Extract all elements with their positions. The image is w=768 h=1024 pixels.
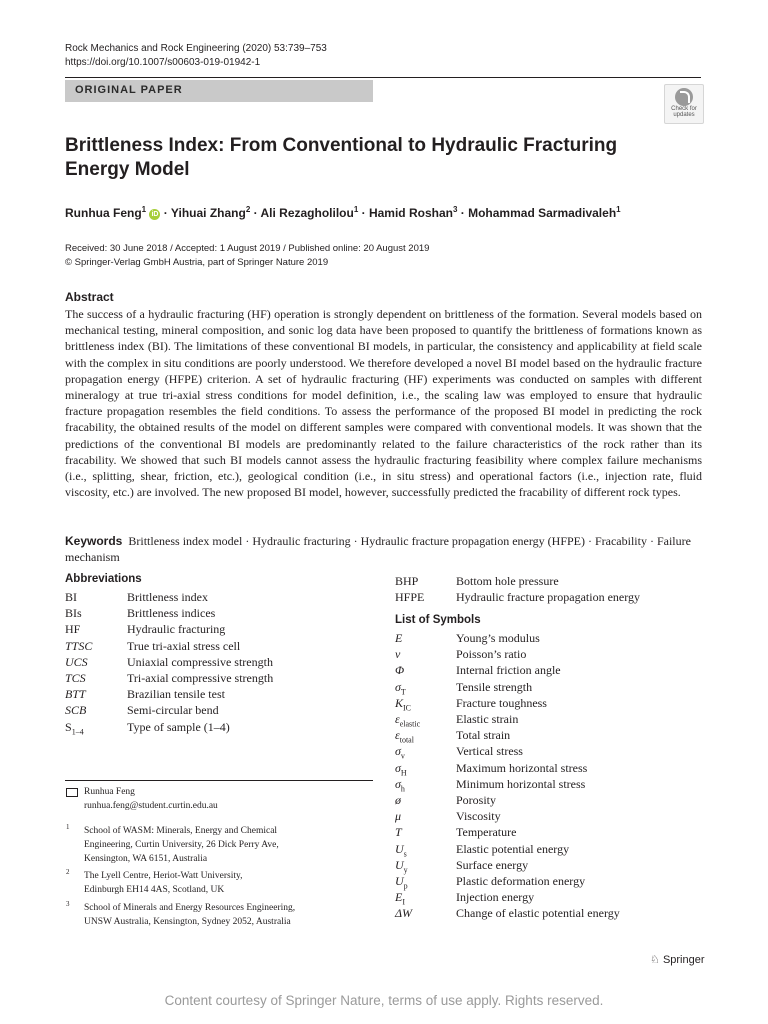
- term-text: σ: [395, 776, 401, 791]
- definition-text: Change of elastic potential energy: [456, 906, 620, 921]
- term-text: TCS: [65, 671, 86, 685]
- check-updates-line1: Check for: [671, 106, 697, 112]
- definition-term: [395, 646, 400, 662]
- definition-term: [395, 573, 418, 589]
- corresponding-author: [84, 785, 218, 813]
- term-text: TTSC: [65, 638, 93, 653]
- paper-title: Brittleness Index: From Conventional to Hydraulic Fracturing Energy Model: [65, 135, 618, 180]
- term-subscript: total: [399, 735, 414, 745]
- check-updates-line2: updates: [673, 112, 695, 118]
- springer-horse-icon: ♘: [650, 954, 660, 966]
- author-affiliation-mark: 1: [141, 205, 147, 214]
- definition-term: [65, 621, 80, 637]
- term-subscript: p: [403, 881, 408, 891]
- affiliation-line: Kensington, WA 6151, Australia: [84, 854, 208, 864]
- definition-text: Uniaxial compressive strength: [127, 654, 273, 669]
- term-text: ε: [395, 712, 400, 726]
- article-type-banner: [65, 80, 373, 102]
- publisher-logo: [650, 953, 705, 966]
- term-text: BHP: [395, 574, 419, 588]
- term-text: ΔW: [395, 906, 413, 921]
- definition-text: Fracture toughness: [456, 695, 547, 710]
- definition-term: [395, 808, 401, 824]
- term-subscript: s: [403, 848, 407, 858]
- symbols-heading: List of Symbols: [395, 614, 481, 626]
- term-subscript: v: [400, 751, 405, 761]
- abstract-body: The success of a hydraulic fracturing (HF) operation is strongly dependent on brittleness of the formation. Several models based on mechanical testing, mineral composition, and sonic log data have been proposed to quantify the brittleness of formations known as brittleness index (BI). The limitations of these conventional BI models, in particular, the consistency and applicability at field scale with the complex in situ conditions are poorly understood. We therefore developed a novel BI model based on the hydraulic fracture propagation energy (HFPE) criterion. A set of hydraulic fracturing (HF) experiments was conducted on samples with different mineralogy at true tri-axial stress conditions for model definition, i.e., the scaling law was employed to ensure that hydraulic fracture propagation resembles the field conditions. To assess the performance of the proposed BI model in predicting the rock fracability, the obtained results of the model on different samples were compared with conventional models. It was shown that the predictions of the conventional BI models are predominantly related to the failure characteristics of the rock rather than its fracability. We showed that such BI models cannot assess the hydraulic fracturing feasibility where complex failure mechanisms (i.e., splitting, shear, friction, etc.), geological condition (i.e., in situ stress) and operational factors (i.e., injection rate, fluid viscosity, etc.) are involved. The new proposed BI model, however, successfully predicted the fracability of different rock types.: [65, 307, 702, 500]
- affiliation-line: The Lyell Centre, Heriot-Watt University,: [84, 871, 243, 881]
- dates-line: Received: 30 June 2018 / Accepted: 1 August 2019 / Published online: 20 August 2019: [65, 243, 430, 254]
- definition-text: Viscosity: [456, 809, 501, 824]
- term-text: Φ: [395, 663, 405, 678]
- term-text: U: [395, 857, 404, 872]
- affiliation-line: School of Minerals and Energy Resources Engineering,: [84, 903, 296, 913]
- definition-term: [65, 654, 88, 670]
- term-text: v: [395, 647, 401, 662]
- term-text: BI: [65, 590, 77, 604]
- envelope-icon: [66, 788, 78, 797]
- definition-text: Tensile strength: [456, 679, 533, 694]
- definition-text: Injection energy: [456, 890, 535, 905]
- affiliation-line: School of WASM: Minerals, Energy and Chemical: [84, 826, 278, 836]
- definition-term: [65, 719, 84, 741]
- affiliation-text: [84, 901, 295, 929]
- term-text: μ: [395, 809, 402, 824]
- definition-text: Hydraulic fracture propagation energy: [456, 590, 641, 605]
- term-text: σ: [395, 760, 401, 775]
- doi-link[interactable]: https://doi.org/10.1007/s00603-019-01942-1: [65, 57, 261, 68]
- definition-term: [65, 670, 86, 686]
- author-name[interactable]: Mohammad Sarmadivaleh: [468, 206, 617, 220]
- term-text: HFPE: [395, 590, 425, 605]
- publication-history: [65, 242, 429, 270]
- definition-text: Brittleness index: [127, 590, 208, 604]
- definition-text: Internal friction angle: [456, 663, 561, 678]
- affiliation-text: [84, 869, 243, 897]
- definition-text: True tri-axial stress cell: [127, 638, 241, 653]
- definition-text: Poisson’s ratio: [456, 647, 527, 662]
- definition-text: Temperature: [456, 825, 517, 840]
- footnote-rule: [65, 780, 373, 781]
- definition-term: [395, 630, 402, 646]
- term-text: σ: [395, 679, 401, 694]
- affiliation-number: 1: [66, 823, 70, 831]
- author-affiliation-mark: 3: [452, 205, 458, 214]
- affiliation-number: 3: [66, 900, 70, 908]
- term-text: E: [395, 631, 403, 645]
- author-name[interactable]: Hamid Roshan: [368, 206, 453, 220]
- author-list: Runhua Feng$^1$ iD · Yihuai Zhang$^2$ · Ali Rezagholilou$^1$ · Hamid Roshan$^3$ · Mohammad Sarmadivaleh$^1$: [65, 205, 621, 220]
- affiliation-line: UNSW Australia, Kensington, Sydney 2052, Australia: [84, 917, 291, 927]
- definition-text: Porosity: [456, 793, 497, 807]
- term-text: σ: [395, 744, 401, 759]
- definition-text: Type of sample (1–4): [127, 719, 230, 734]
- header-rule: [65, 77, 701, 78]
- term-text: SCB: [65, 703, 87, 718]
- term-text: ε: [395, 728, 400, 743]
- corresponding-email[interactable]: runhua.feng@student.curtin.edu.au: [84, 801, 218, 811]
- definition-term: [395, 662, 404, 678]
- definition-term: [65, 589, 77, 605]
- affiliation-line: Edinburgh EH14 4AS, Scotland, UK: [84, 885, 225, 895]
- definition-text: Brazilian tensile test: [127, 687, 225, 702]
- definition-text: Maximum horizontal stress: [456, 760, 588, 775]
- keywords-block: [65, 533, 702, 565]
- corresponding-name: Runhua Feng: [84, 787, 135, 797]
- keywords-list: Brittleness index model · Hydraulic fracturing · Hydraulic fracture propagation energy (HFPE) · Fracability · Failure mechanism: [65, 534, 691, 564]
- check-for-updates-badge[interactable]: [664, 84, 704, 124]
- term-subscript: H: [400, 767, 407, 777]
- term-text: UCS: [65, 654, 88, 669]
- definition-text: Elastic potential energy: [456, 841, 570, 856]
- affiliation-text: [84, 824, 279, 866]
- term-subscript: 1–4: [71, 726, 84, 736]
- author-name[interactable]: Yihuai Zhang: [170, 206, 246, 220]
- definition-term: [395, 905, 412, 921]
- term-text: U: [395, 841, 404, 856]
- definition-term: [65, 638, 92, 654]
- term-text: T: [395, 825, 402, 840]
- author-affiliation-mark: 2: [245, 205, 251, 214]
- definition-term: [65, 702, 86, 718]
- affiliation-number: 2: [66, 868, 70, 876]
- author-affiliation-mark: 1: [616, 205, 621, 214]
- term-subscript: y: [403, 865, 408, 875]
- term-text: BTT: [65, 687, 86, 702]
- definition-term: [65, 605, 82, 621]
- term-text: U: [395, 874, 404, 888]
- term-subscript: I: [402, 897, 406, 907]
- check-updates-icon: [675, 88, 693, 106]
- publisher-name: Springer: [662, 954, 705, 966]
- term-subscript: IC: [403, 703, 412, 713]
- article-type-label: ORIGINAL PAPER: [75, 84, 183, 96]
- term-text: HF: [65, 622, 81, 637]
- term-subscript: h: [400, 784, 405, 794]
- definition-text: Total strain: [456, 728, 511, 743]
- definition-text: Minimum horizontal stress: [456, 776, 586, 791]
- definition-text: Brittleness indices: [127, 606, 216, 621]
- author-name[interactable]: Runhua Feng: [65, 206, 142, 220]
- definition-text: Hydraulic fracturing: [127, 622, 226, 637]
- definition-text: Elastic strain: [456, 712, 519, 726]
- abstract-heading: Abstract: [65, 290, 114, 304]
- term-text: ø: [395, 793, 401, 807]
- definition-term: [395, 792, 401, 808]
- term-text: BIs: [65, 606, 82, 621]
- definition-text: Young’s modulus: [456, 631, 540, 645]
- orcid-icon[interactable]: iD: [151, 211, 159, 218]
- definition-term: [395, 589, 424, 605]
- definition-text: Surface energy: [456, 857, 529, 872]
- affiliation-line: Engineering, Curtin University, 26 Dick Perry Ave,: [84, 840, 279, 850]
- term-text: E: [395, 890, 403, 905]
- definition-text: Bottom hole pressure: [456, 574, 559, 588]
- abbreviations-heading: Abbreviations: [65, 573, 142, 585]
- definition-term: [65, 686, 86, 702]
- footer-notice: Content courtesy of Springer Nature, terms of use apply. Rights reserved.: [164, 993, 604, 1008]
- definition-text: Plastic deformation energy: [456, 874, 586, 888]
- term-text: K: [395, 695, 404, 710]
- term-text: S: [65, 719, 72, 734]
- author-name[interactable]: Ali Rezagholilou: [260, 206, 354, 220]
- definition-text: Semi-circular bend: [127, 703, 219, 718]
- definition-term: [395, 824, 402, 840]
- journal-citation: Rock Mechanics and Rock Engineering (2020) 53:739–753: [65, 43, 327, 54]
- term-subscript: elastic: [399, 719, 421, 729]
- definition-text: Tri-axial compressive strength: [127, 671, 274, 685]
- author-affiliation-mark: 1: [353, 205, 359, 214]
- keywords-label: Keywords: [65, 534, 123, 548]
- copyright-line: © Springer-Verlag GmbH Austria, part of Springer Nature 2019: [65, 257, 329, 268]
- definition-text: Vertical stress: [456, 744, 523, 759]
- term-subscript: T: [400, 686, 406, 696]
